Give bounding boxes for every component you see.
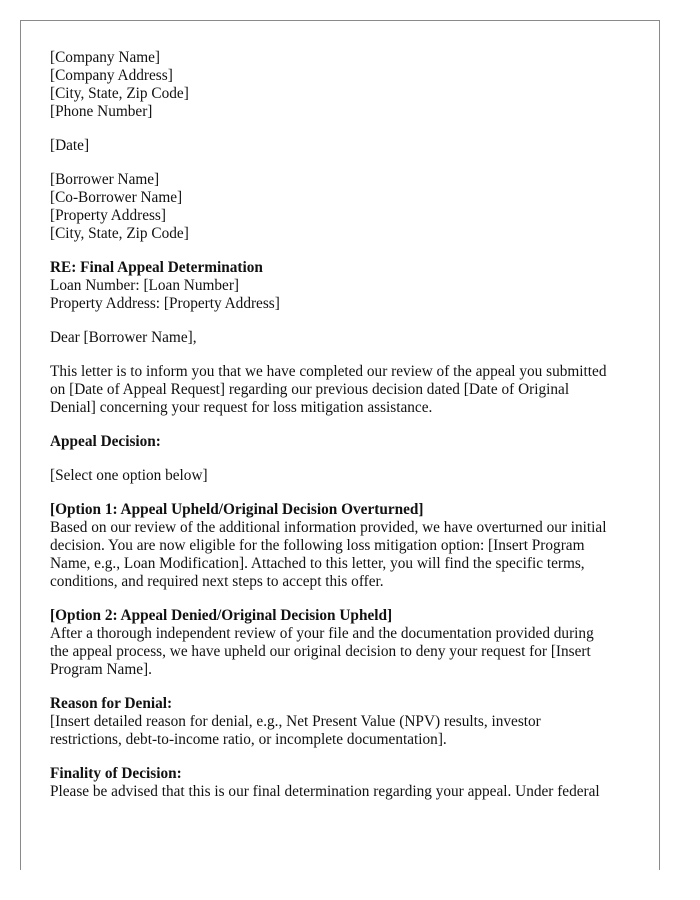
reason-section [50, 695, 640, 749]
option1-section [50, 501, 640, 591]
reason-line: restrictions, debt-to-income ratio, or incomplete documentation]. [50, 731, 447, 748]
salutation: Dear [Borrower Name], [50, 329, 197, 346]
company-city-state-zip: [City, State, Zip Code] [50, 85, 189, 102]
sender-block [50, 49, 640, 121]
recipient-block [50, 171, 640, 243]
appeal-decision-heading: Appeal Decision: [50, 433, 161, 450]
reason-line: [Insert detailed reason for denial, e.g., Net Present Value (NPV) results, investor [50, 713, 541, 730]
option2-line: Program Name]. [50, 661, 152, 678]
select-instruction-block [50, 467, 640, 485]
intro-line: This letter is to inform you that we have completed our review of the appeal you submitted [50, 363, 607, 380]
co-borrower-name: [Co-Borrower Name] [50, 189, 183, 206]
re-block [50, 259, 640, 313]
option1-line: decision. You are now eligible for the following loss mitigation option: [Insert Program [50, 537, 585, 554]
company-phone: [Phone Number] [50, 103, 153, 120]
salutation-block [50, 329, 640, 347]
option1-heading: [Option 1: Appeal Upheld/Original Decision Overturned] [50, 501, 424, 518]
letter-page [20, 20, 660, 870]
borrower-name: [Borrower Name] [50, 171, 160, 188]
letter-date: [Date] [50, 137, 90, 154]
intro-line: Denial] concerning your request for loss mitigation assistance. [50, 399, 433, 416]
company-address: [Company Address] [50, 67, 173, 84]
option1-line: Based on our review of the additional information provided, we have overturned our initial [50, 519, 607, 536]
option2-line: After a thorough independent review of your file and the documentation provided during [50, 625, 594, 642]
select-instruction: [Select one option below] [50, 467, 208, 484]
date-block [50, 137, 640, 155]
finality-line: Please be advised that this is our final determination regarding your appeal. Under federal [50, 783, 600, 800]
option2-heading: [Option 2: Appeal Denied/Original Decision Upheld] [50, 607, 393, 624]
option1-line: conditions, and required next steps to accept this offer. [50, 573, 384, 590]
recipient-city-state-zip: [City, State, Zip Code] [50, 225, 189, 242]
reason-heading: Reason for Denial: [50, 695, 173, 712]
intro-paragraph [50, 363, 640, 417]
appeal-decision-block [50, 433, 640, 451]
finality-heading: Finality of Decision: [50, 765, 182, 782]
option2-line: the appeal process, we have upheld our original decision to deny your request for [Insert [50, 643, 591, 660]
loan-number: Loan Number: [Loan Number] [50, 277, 240, 294]
re-property-address: Property Address: [Property Address] [50, 295, 280, 312]
letter-body [50, 49, 640, 817]
finality-section [50, 765, 640, 801]
re-heading: RE: Final Appeal Determination [50, 259, 263, 276]
company-name: [Company Name] [50, 49, 161, 66]
recipient-property-address: [Property Address] [50, 207, 166, 224]
option2-section [50, 607, 640, 679]
option1-line: Name, e.g., Loan Modification]. Attached to this letter, you will find the specific terms, [50, 555, 585, 572]
intro-line: on [Date of Appeal Request] regarding our previous decision dated [Date of Original [50, 381, 570, 398]
